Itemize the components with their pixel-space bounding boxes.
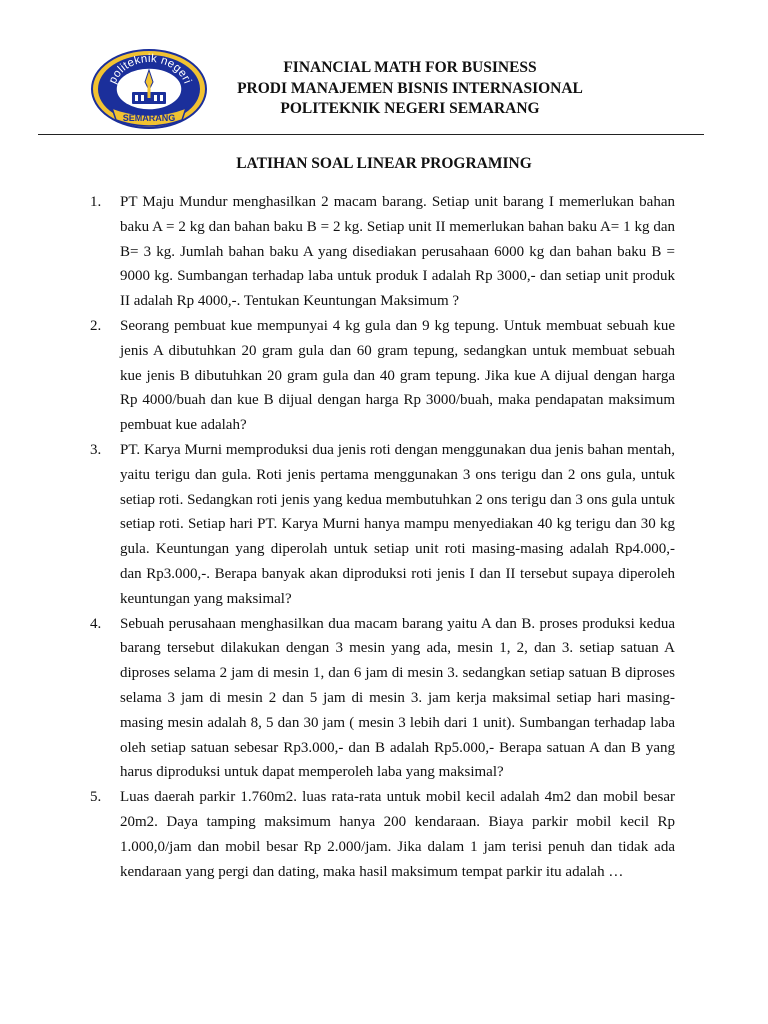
header-line-course: FINANCIAL MATH FOR BUSINESS <box>283 59 537 76</box>
svg-text:politeknik negeri: politeknik negeri <box>106 52 194 86</box>
question-list <box>90 190 675 884</box>
question-number: 4. <box>90 615 102 632</box>
question-item <box>90 314 675 438</box>
question-text: PT Maju Mundur menghasilkan 2 macam barang. Setiap unit barang I memerlukan bahan baku A = 2 kg dan bahan baku B = 2 kg. Setiap unit II memerlukan bahan baku A= 1 kg dan B= 3 kg. Jumlah bahan baku A yang disediakan perusahaan 6000 kg dan bahan baku B = 9000 kg. Sumbangan terhadap laba untuk produk I adalah Rp 3000,- dan setiap unit produk II adalah Rp 4000,-. Tentukan Keuntungan Maksimum ? <box>120 194 675 310</box>
question-item <box>90 612 675 786</box>
question-number: 2. <box>90 317 102 334</box>
header-divider <box>38 134 704 135</box>
question-text: PT. Karya Murni memproduksi dua jenis roti dengan menggunakan dua jenis bahan mentah, yaitu terigu dan gula. Roti jenis pertama menggunakan 3 ons terigu dan 2 ons gula, untuk setiap roti. Sedangkan roti jenis yang kedua membutuhkan 2 ons terigu dan 3 ons gula untuk setiap roti. Setiap hari PT. Karya Murni hanya mampu menyediakan 40 kg terigu dan 30 kg gula. Keuntungan yang diperolah untuk setiap unit roti masing-masing adalah Rp4.000,- dan Rp3.000,-. Berapa banyak akan diproduksi roti jenis I dan II tersebut supaya diperoleh keuntungan yang maksimal? <box>120 441 675 607</box>
document-title: LATIHAN SOAL LINEAR PROGRAMING <box>236 155 532 172</box>
question-number: 3. <box>90 441 102 458</box>
question-item <box>90 785 675 884</box>
header-line-program: PRODI MANAJEMEN BISNIS INTERNASIONAL <box>237 79 583 97</box>
question-text: Luas daerah parkir 1.760m2. luas rata-rata untuk mobil kecil adalah 4m2 dan mobil besar 20m2. Daya tamping maksimum hanya 200 kendaraan. Biaya parkir mobil kecil Rp 1.000,0/jam dan mobil besar Rp 2.000/jam. Jika dalam 1 jam terisi penuh dan tidak ada kendaraan yang pergi dan dating, maka hasil maksimum tempat parkir itu adalah … <box>120 789 675 880</box>
question-item <box>90 190 675 314</box>
polines-logo <box>90 48 208 130</box>
question-text: Seorang pembuat kue mempunyai 4 kg gula dan 9 kg tepung. Untuk membuat sebuah kue jenis A dibutuhkan 20 gram gula dan 60 gram tepung, sedangkan untuk membuat sebuah kue jenis B dibutuhkan 20 gram gula dan 40 gram tepung. Jika kue A dijual dengan harga Rp 4000/buah dan kue B dijual dengan harga Rp 3000/buah, maka pendapatan maksimum pembuat kue adalah? <box>120 317 675 434</box>
question-item <box>90 438 675 612</box>
question-number: 1. <box>90 194 102 210</box>
polines-logo-graphic <box>90 48 208 130</box>
header-line-institution: POLITEKNIK NEGERI SEMARANG <box>280 100 540 117</box>
document-header <box>210 58 610 120</box>
question-number: 5. <box>90 789 102 806</box>
svg-text:SEMARANG: SEMARANG <box>122 113 176 123</box>
question-text: Sebuah perusahaan menghasilkan dua macam barang yaitu A dan B. proses produksi kedua barang tersebut dilakukan dengan 3 mesin yang ada, mesin 1, 2, dan 3. setiap satuan A diproses selama 2 jam di mesin 1, dan 6 jam di mesin 3. sedangkan setiap satuan B diproses selama 3 jam di mesin 2 dan 5 jam di mesin 3. jam kerja maksimal setiap hari masing-masing mesin adalah 8, 5 dan 30 jam ( mesin 3 lebih dari 1 unit). Sumbangan terhadap laba oleh setiap satuan sebesar Rp3.000,- dan B adalah Rp5.000,- Berapa satuan A dan B yang harus diproduksi untuk dapat memperoleh laba yang maksimal? <box>120 615 675 781</box>
